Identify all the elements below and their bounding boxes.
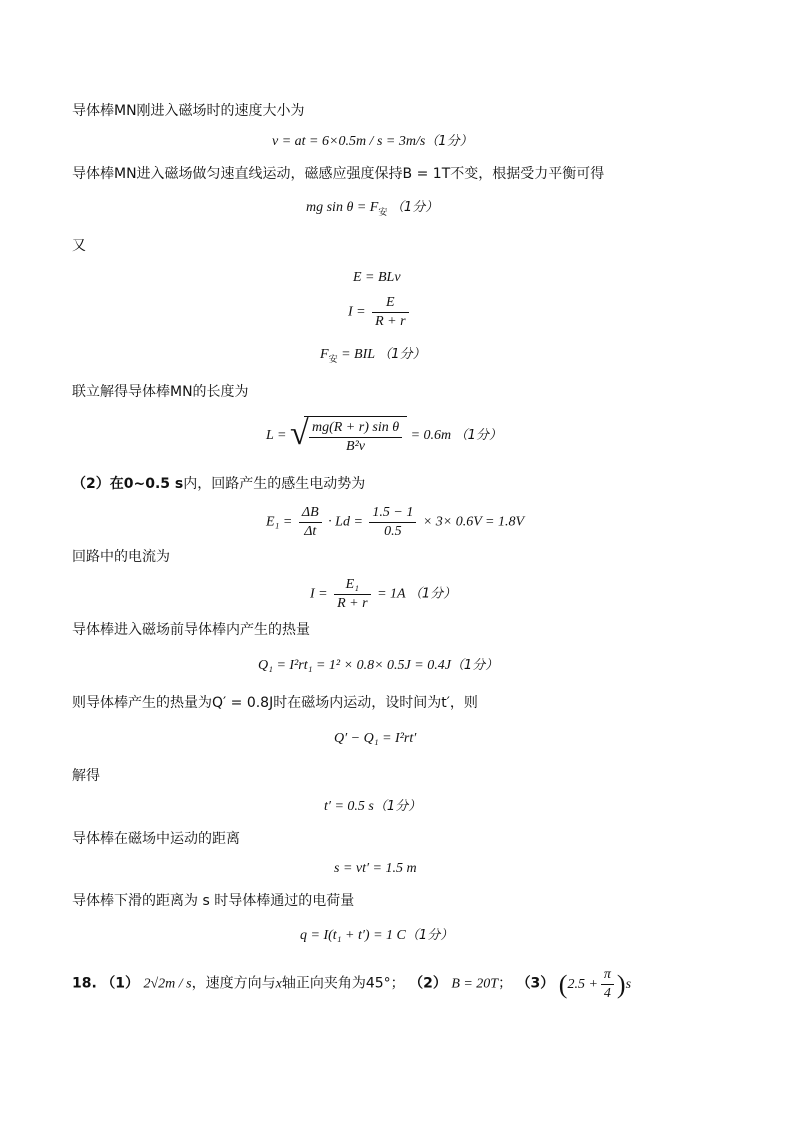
equation-text: 2.5 + — [567, 976, 598, 992]
answer-time — [558, 967, 632, 1001]
fraction — [601, 966, 614, 1003]
numerator: 1.5 − 1 — [369, 504, 416, 523]
equation-charge — [300, 926, 453, 946]
equation-rhs: = 0.6m — [410, 428, 452, 444]
equation-text: = BIL — [337, 347, 375, 362]
text-line: 联立解得导体棒MN的长度为 — [72, 384, 249, 400]
equation-ampere-force — [320, 345, 426, 370]
part-label: （3） — [516, 975, 555, 992]
equation-lhs: I = — [348, 304, 366, 320]
equation-velocity — [272, 132, 473, 152]
equation-text: Q₁ = I²rt₁ = 1² × 0.8× 0.5J = 0.4J — [258, 658, 451, 673]
score-label: （1分） — [390, 200, 439, 215]
fraction — [299, 504, 322, 541]
text-line: 导体棒进入磁场前导体棒内产生的热量 — [72, 622, 310, 638]
text-line: 又 — [72, 238, 86, 254]
text-line: 导体棒在磁场中运动的距离 — [72, 831, 240, 847]
radical-sign-icon: √ — [289, 415, 309, 452]
equation-text: q = I(t₁ + t′) = 1 C — [300, 928, 406, 943]
score-label: （1分） — [425, 134, 473, 149]
text-segment: 轴正向夹角为45°； — [281, 975, 405, 992]
score-label: （1分） — [408, 586, 457, 602]
equation-text: v = at = 6×0.5m / s = 3m/s — [272, 134, 426, 149]
square-root — [290, 416, 407, 456]
equation-distance: s = vt′ = 1.5 m — [334, 861, 417, 876]
numerator: ΔB — [299, 504, 322, 523]
denominator: B²v — [346, 439, 366, 454]
text-line: 导体棒下滑的距离为 s 时导体棒通过的电荷量 — [72, 893, 355, 909]
equation-loop-current — [310, 576, 456, 613]
text-line: 导体棒MN进入磁场做匀速直线运动，磁感应强度保持B = 1T不变，根据受力平衡可得 — [72, 166, 605, 182]
equation-text: F — [320, 347, 329, 362]
score-label: （1分） — [405, 928, 454, 943]
equation-rhs: × 3× 0.6V = 1.8V — [422, 514, 525, 530]
equation-lhs: L = — [266, 428, 287, 444]
denominator: R + r — [375, 314, 406, 329]
part-label: （1） — [101, 975, 140, 992]
numerator: π — [601, 966, 614, 985]
text-line: 则导体棒产生的热量为Q′ = 0.8J时在磁场内运动，设时间为t′，则 — [72, 695, 478, 711]
equation-mid: · Ld = — [328, 514, 363, 530]
numerator: mg(R + r) sin θ — [309, 419, 402, 438]
equation-force-balance — [306, 198, 438, 223]
part-label: （2）在 — [72, 476, 124, 492]
left-paren: ( — [558, 969, 568, 999]
fraction — [309, 419, 402, 456]
equation-rhs: = 1A — [377, 586, 406, 602]
equation-induced-emf — [266, 504, 524, 541]
equation-lhs: E₁ = — [266, 514, 293, 530]
denominator: 0.5 — [384, 524, 402, 539]
answer-speed: 2√2m / s — [143, 976, 192, 992]
text-segment: ，速度方向与 — [191, 975, 276, 992]
separator: ； — [498, 975, 513, 992]
equation-time — [324, 797, 421, 817]
text-line: 解得 — [72, 768, 100, 784]
fraction — [369, 504, 416, 541]
denominator: 4 — [603, 986, 611, 1001]
equation-lhs: I = — [310, 586, 328, 602]
text-segment: 内，回路产生的感生电动势为 — [183, 476, 366, 492]
subscript: 安 — [378, 207, 388, 218]
equation-heat-in-field: Q′ − Q₁ = I²rt′ — [334, 731, 417, 746]
equation-current — [348, 294, 412, 331]
text-line: 导体棒MN刚进入磁场时的速度大小为 — [72, 103, 305, 119]
question-number: 18. — [72, 975, 97, 992]
equation-length — [266, 416, 502, 456]
fraction — [372, 294, 408, 331]
score-label: （1分） — [454, 428, 502, 444]
numerator: E — [372, 294, 408, 313]
answer-field: B = 20T — [451, 976, 499, 992]
right-paren: ) — [616, 969, 626, 999]
axis-symbol: x — [275, 976, 282, 992]
text-line — [72, 474, 365, 494]
score-label: （1分） — [378, 347, 426, 362]
radicand — [304, 416, 407, 456]
subscript: 安 — [328, 354, 338, 365]
answer-line-q18 — [72, 966, 631, 1003]
part-label: （2） — [409, 975, 447, 992]
numerator: E₁ — [334, 576, 370, 595]
equation-text: mg sin θ = F — [306, 200, 379, 215]
fraction — [334, 576, 370, 613]
unit: s — [625, 976, 632, 992]
text-line: 回路中的电流为 — [72, 549, 170, 565]
equation-text: t′ = 0.5 s — [324, 799, 374, 814]
denominator: Δt — [304, 524, 317, 539]
time-range: 0~0.5 s — [123, 476, 184, 492]
score-label: （1分） — [373, 799, 422, 814]
equation-heat — [258, 656, 498, 676]
score-label: （1分） — [450, 658, 499, 673]
equation-emf: E = BLv — [353, 270, 401, 285]
denominator: R + r — [337, 596, 368, 611]
